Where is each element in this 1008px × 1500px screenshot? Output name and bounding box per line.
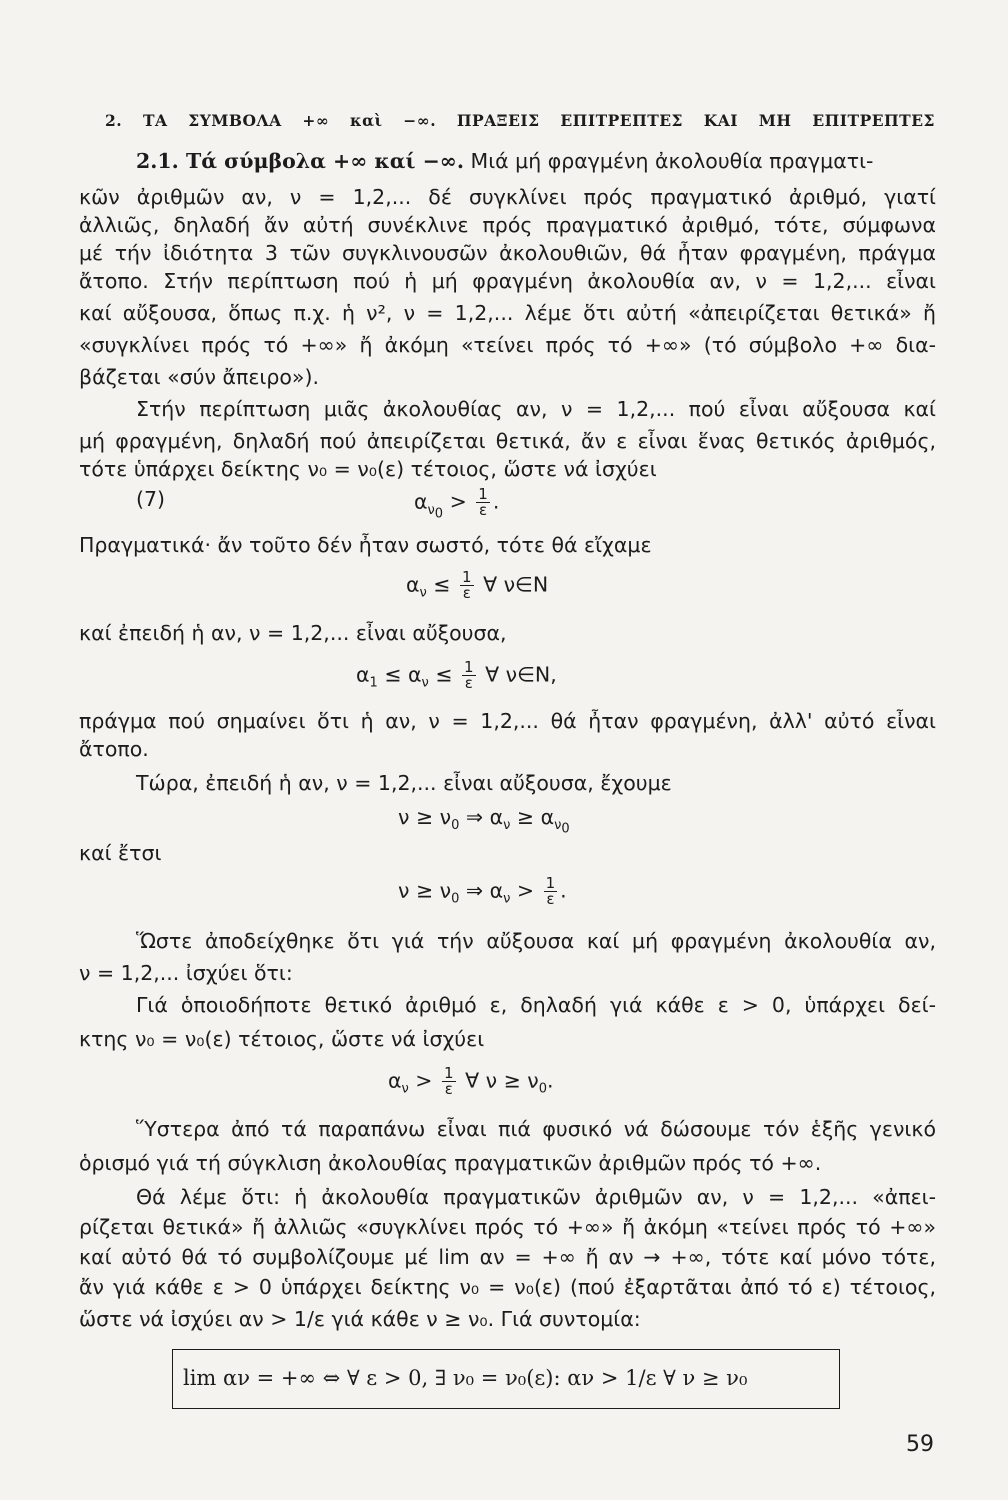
- equation-7: $\alpha_{\nu_0}$ > $\frac{1}{\varepsilon}$ .: [414, 485, 500, 522]
- equation-contrary: $\alpha_\nu$ ≤ $\frac{1}{\varepsilon}$ ∀ ν∈N: [406, 568, 549, 602]
- boxed-formula: lim αν = +∞ ⇔ ∀ ε > 0, ∃ ν₀ = ν₀(ε): αν > 1/ε ∀ ν ≥ ν₀: [183, 1366, 748, 1390]
- text-line: τότε ὑπάρχει δείκτης ν₀ = ν₀(ε) τέτοιος, ὥστε νά ἰσχύει: [79, 457, 657, 481]
- text-line: καί ἐπειδή ἡ αν, ν = 1,2,... εἶναι αὔξουσα,: [79, 621, 507, 645]
- text-line: κῶν ἀριθμῶν αν, ν = 1,2,... δέ συγκλίνει πρός πραγματικό ἀριθμό, γιατί: [79, 185, 936, 209]
- paragraph-1-line-1: [136, 148, 936, 174]
- text-line: Ὕστερα ἀπό τά παραπάνω εἶναι πιά φυσικό νά δώσουμε τόν ἑξῆς γενικό: [136, 1117, 936, 1141]
- text-line: βάζεται «σύν ἄπειρο»).: [79, 365, 319, 389]
- text-line: ἀλλιῶς, δηλαδή ἄν αὐτή συνέκλινε πρός πραγματικό ἀριθμό, τότε, σύμφωνα: [79, 213, 936, 237]
- equation-label: (7): [136, 487, 166, 511]
- text-line: Στήν περίπτωση μιᾶς ἀκολουθίας αν, ν = 1,2,... πού εἶναι αὔξουσα καί: [136, 397, 936, 421]
- text-line: μή φραγμένη, δηλαδή πού ἀπειρίζεται θετικά, ἄν ε εἶναι ἕνας θετικός ἀριθμός,: [79, 429, 936, 453]
- equation-summary: $\alpha_\nu$ > $\frac{1}{\varepsilon}$ ∀ $\nu \ge \nu_0$.: [388, 1064, 554, 1098]
- text-line: πράγμα πού σημαίνει ὅτι ἡ αν, ν = 1,2,... θά ἦταν φραγμένη, ἀλλ' αὐτό εἶναι: [79, 709, 936, 733]
- text-line: ἄτοπο.: [79, 737, 149, 761]
- text-line: Θά λέμε ὅτι: ἡ ἀκολουθία πραγματικῶν ἀριθμῶν αν, ν = 1,2,... «ἀπει-: [136, 1185, 936, 1209]
- text-line: ὁρισμό γιά τή σύγκλιση ἀκολουθίας πραγματικῶν ἀριθμῶν πρός τό +∞.: [79, 1151, 822, 1175]
- text-line: Τώρα, ἐπειδή ἡ αν, ν = 1,2,... εἶναι αὔξουσα, ἔχουμε: [136, 771, 672, 795]
- text-line: κτης ν₀ = ν₀(ε) τέτοιος, ὥστε νά ἰσχύει: [79, 1027, 485, 1051]
- text-line: ν = 1,2,... ἰσχύει ὅτι:: [79, 961, 293, 985]
- text-line: καί ἔτσι: [79, 841, 162, 865]
- section-heading: 2. ΤΑ ΣΥΜΒΟΛΑ +∞ καὶ −∞. ΠΡΑΞΕΙΣ ΕΠΙΤΡΕΠΤΕΣ ΚΑΙ ΜΗ ΕΠΙΤΡΕΠΤΕΣ: [105, 111, 935, 130]
- text-line: καί αὔξουσα, ὅπως π.χ. ἡ ν², ν = 1,2,... λέμε ὅτι αὐτή «ἀπειρίζεται θετικά» ἤ: [79, 301, 936, 325]
- text-line: ἄν γιά κάθε ε > 0 ὑπάρχει δείκτης ν₀ = ν₀(ε) (πού ἐξαρτᾶται ἀπό τό ε) τέτοιος,: [79, 1275, 936, 1299]
- text-line: Μιά μή φραγμένη ἀκολουθία πραγματι-: [470, 149, 874, 173]
- equation-result: $\nu \ge \nu_0$ ⇒ $\alpha_\nu$ > $\frac{1}{\varepsilon}$ .: [398, 874, 567, 908]
- text-line: «συγκλίνει πρός τό +∞» ἤ ἀκόμη «τείνει πρός τό +∞» (τό σύμβολο +∞ δια-: [79, 333, 936, 357]
- text-line: καί αὐτό θά τό συμβολίζουμε μέ lim αν = +∞ ἤ αν → +∞, τότε καί μόνο τότε,: [79, 1245, 936, 1269]
- text-line: ὥστε νά ἰσχύει αν > 1/ε γιά κάθε ν ≥ ν₀. Γιά συντομία:: [79, 1307, 641, 1331]
- equation-bounded: $\alpha_1 \le \alpha_\nu$ ≤ $\frac{1}{\varepsilon}$ ∀ ν∈N,: [356, 658, 557, 692]
- text-line: μέ τήν ἰδιότητα 3 τῶν συγκλινουσῶν ἀκολουθιῶν, θά ἦταν φραγμένη, πράγμα: [79, 241, 936, 265]
- text-line: Γιά ὁποιοδήποτε θετικό ἀριθμό ε, δηλαδή γιά κάθε ε > 0, ὑπάρχει δεί-: [136, 993, 936, 1017]
- equation-monotone: $\nu \ge \nu_0$ ⇒ $\alpha_\nu \ge \alpha_{\nu_0}$: [398, 805, 570, 837]
- text-line: ρίζεται θετικά» ἤ ἀλλιῶς «συγκλίνει πρός τό +∞» ἤ ἀκόμη «τείνει πρός τό +∞»: [79, 1215, 936, 1239]
- text-line: Ὥστε ἀποδείχθηκε ὅτι γιά τήν αὔξουσα καί μή φραγμένη ἀκολουθία αν,: [136, 929, 936, 953]
- text-line: Πραγματικά· ἄν τοῦτο δέν ἦταν σωστό, τότε θά εἴχαμε: [79, 533, 652, 557]
- subsection-title: 2.1. Τά σύμβολα +∞ καί −∞.: [136, 149, 464, 173]
- text-line: ἄτοπο. Στήν περίπτωση πού ἡ μή φραγμένη ἀκολουθία αν, ν = 1,2,... εἶναι: [79, 269, 936, 293]
- definition-box: [172, 1349, 840, 1409]
- page-number: 59: [906, 1432, 934, 1457]
